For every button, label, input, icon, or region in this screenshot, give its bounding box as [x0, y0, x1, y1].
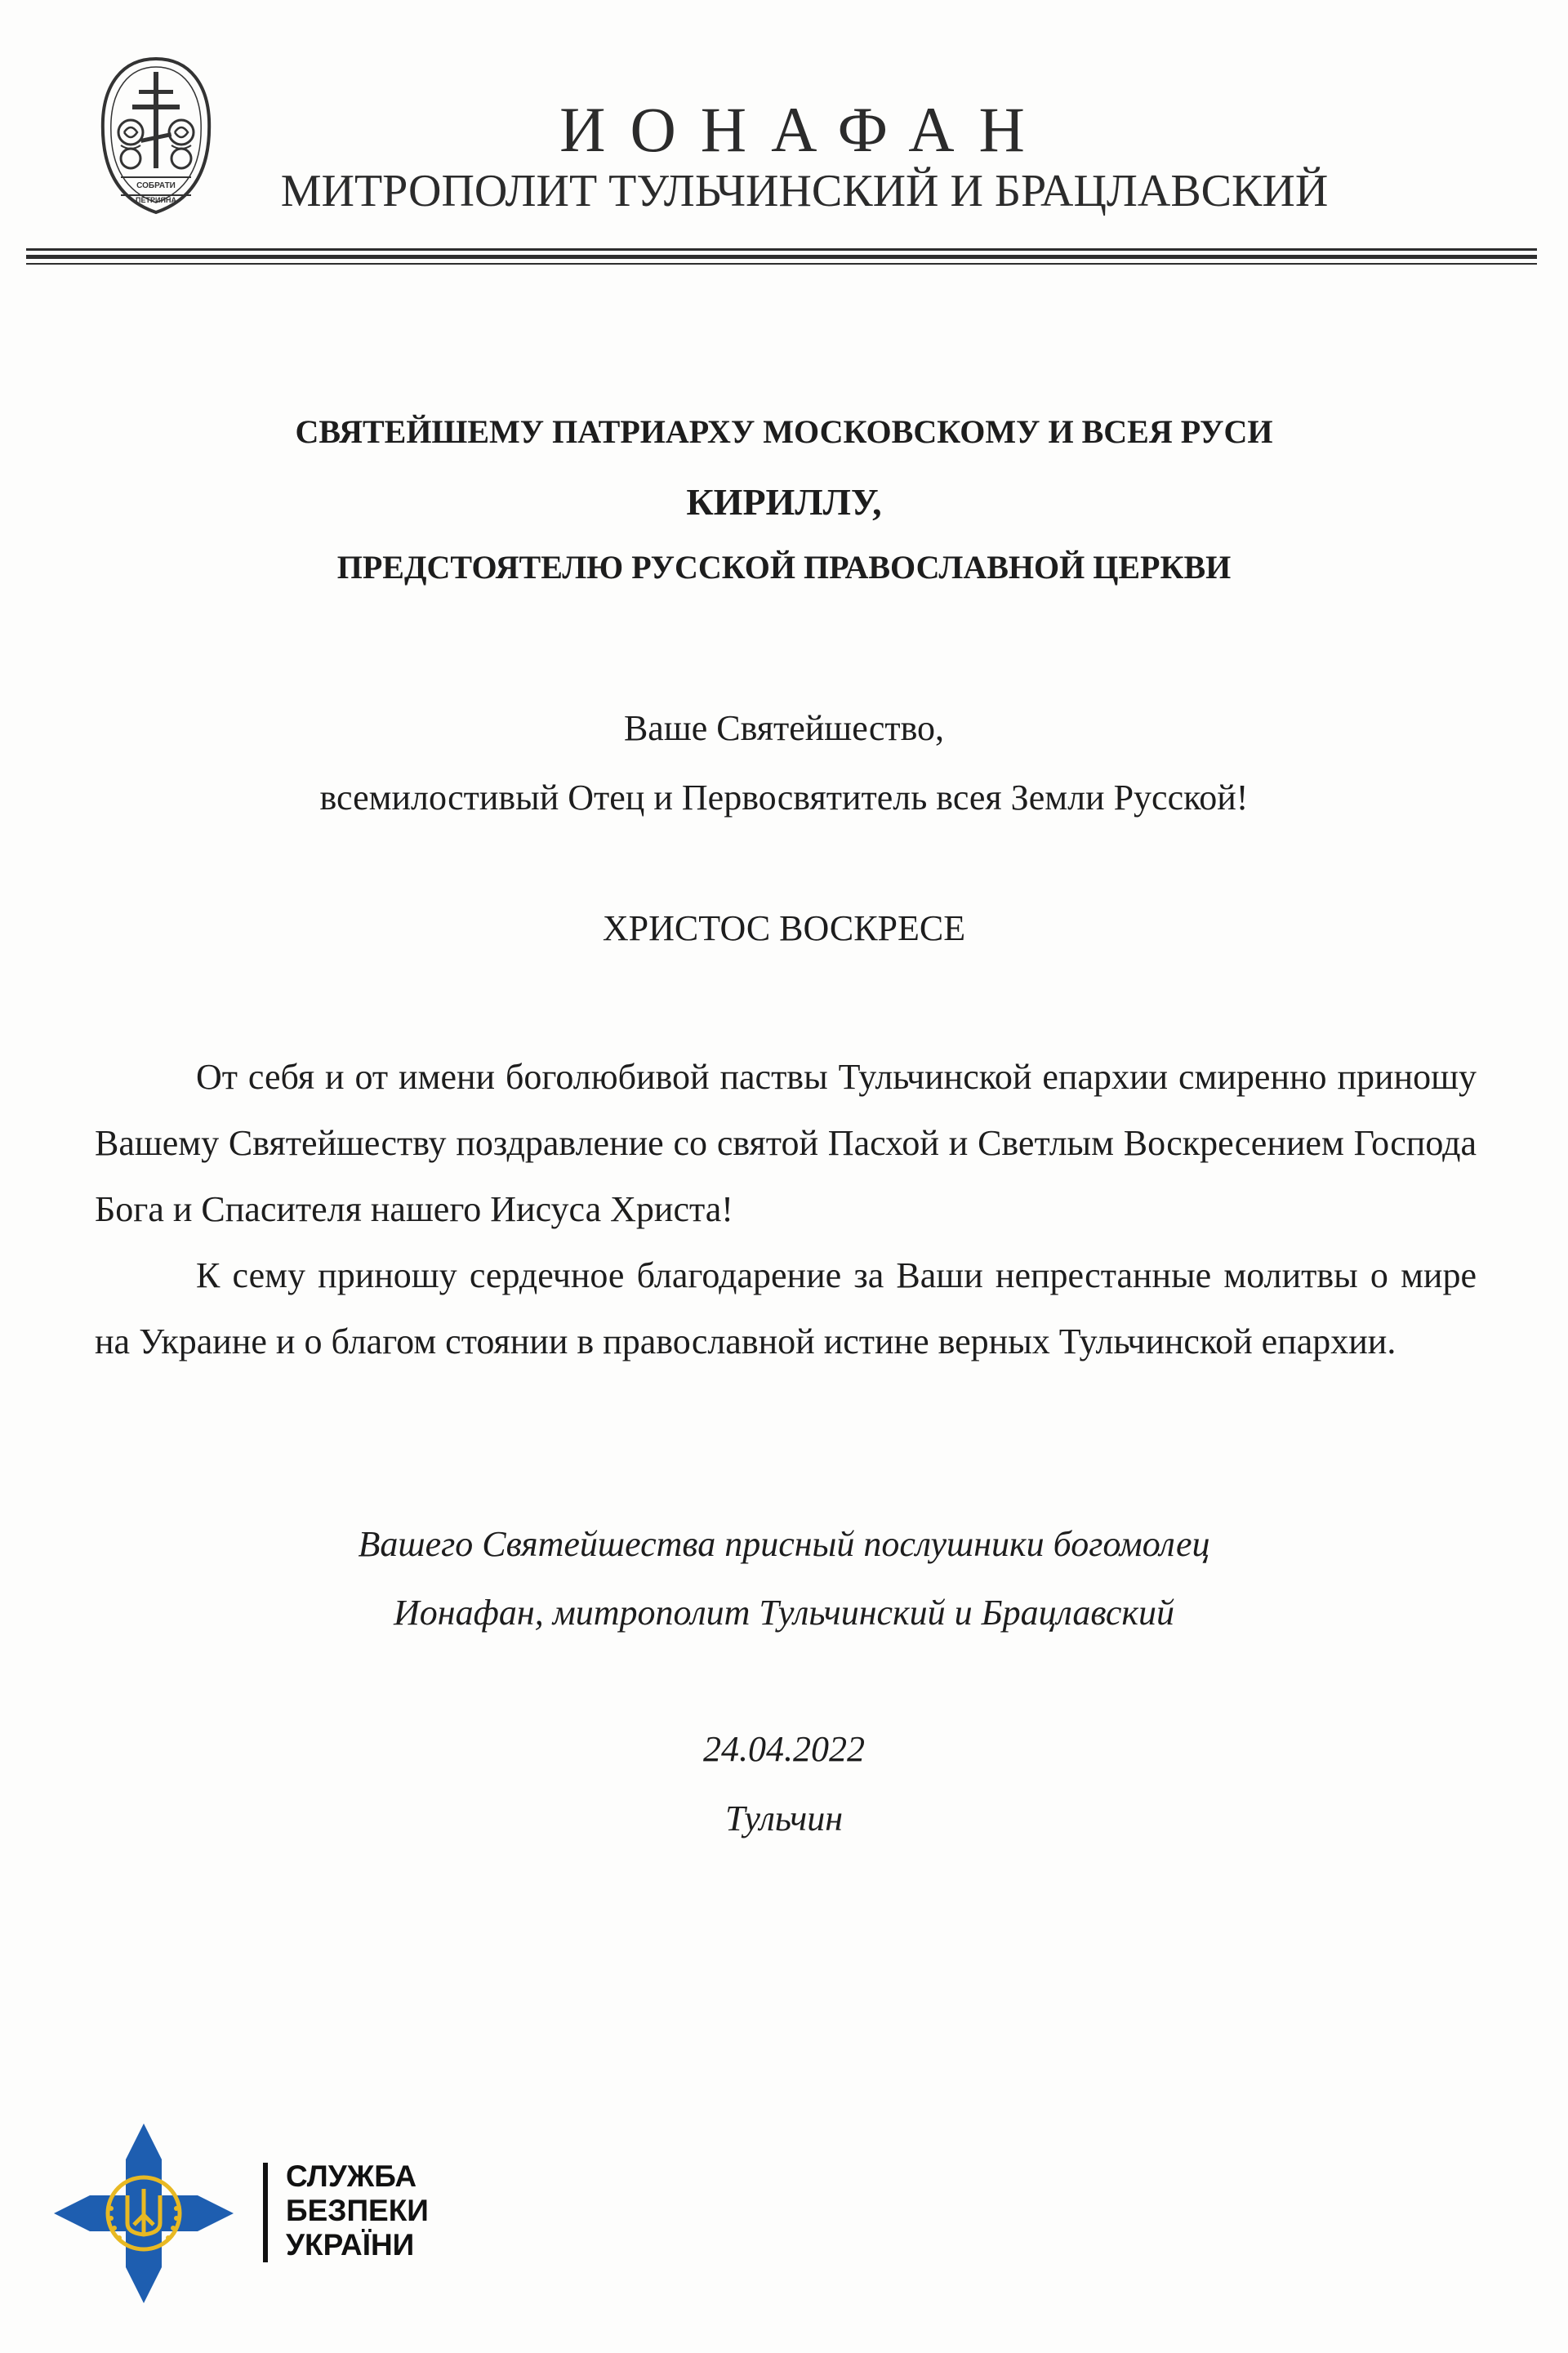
letterhead-name: ИОНАФАН	[559, 94, 1049, 165]
sbu-logo-divider	[263, 2163, 268, 2262]
body-paragraph-2: К сему приношу сердечное благодарение за Ваши непрестанные молитвы о мире на Украине и о благом стоянии в православной истине верных Тульчинской епархии.	[95, 1255, 1477, 1361]
body-paragraph-1: От себя и от имени боголюбивой паствы Тульчинской епархии смиренно приношу Вашему Святейшеству поздравление со святой Пасхой и Светлым Воскресением Господа Бога и Спасителя нашего Иисуса Христа!	[95, 1057, 1477, 1229]
sbu-text-line-1: СЛУЖБА	[286, 2159, 417, 2193]
seal-text-line1: СОБРАТИ	[136, 181, 176, 190]
signature-line-2: Ионафан, митрополит Тульчинский и Брацлавский	[394, 1593, 1174, 1633]
letterhead-rule-top	[26, 248, 1537, 251]
sbu-text-line-3: УКРАЇНИ	[286, 2228, 415, 2262]
addressee-line-2: КИРИЛЛУ,	[686, 481, 882, 523]
addressee-line-1: СВЯТЕЙШЕМУ ПАТРИАРХУ МОСКОВСКОМУ И ВСЕЯ РУСИ	[295, 413, 1273, 450]
sbu-emblem-icon	[51, 2120, 237, 2306]
seal-text-line2: ПЕТРИЯНА	[136, 196, 176, 204]
sbu-logo-text	[286, 2159, 429, 2262]
letter-body	[95, 1044, 1477, 1375]
letterhead-rule-bottom	[26, 263, 1537, 265]
letterhead-rule-middle	[26, 255, 1537, 259]
signature-line-1: Вашего Святейшества присный послушники богомолец	[358, 1524, 1210, 1564]
addressee-line-3: ПРЕДСТОЯТЕЛЮ РУССКОЙ ПРАВОСЛАВНОЙ ЦЕРКВИ	[336, 549, 1232, 586]
letter-place: Тульчин	[724, 1798, 844, 1838]
easter-greeting: ХРИСТОС ВОСКРЕСЕ	[602, 908, 966, 948]
sbu-text-line-2: БЕЗПЕКИ	[286, 2194, 429, 2227]
greeting-line-1: Ваше Святейшество,	[623, 708, 945, 748]
diocese-seal-icon	[96, 54, 216, 217]
letter-date: 24.04.2022	[703, 1729, 865, 1769]
greeting-line-2: всемилостивый Отец и Первосвятитель всея Земли Русской!	[319, 778, 1249, 818]
letterhead-title: МИТРОПОЛИТ ТУЛЬЧИНСКИЙ И БРАЦЛАВСКИЙ	[280, 166, 1329, 216]
